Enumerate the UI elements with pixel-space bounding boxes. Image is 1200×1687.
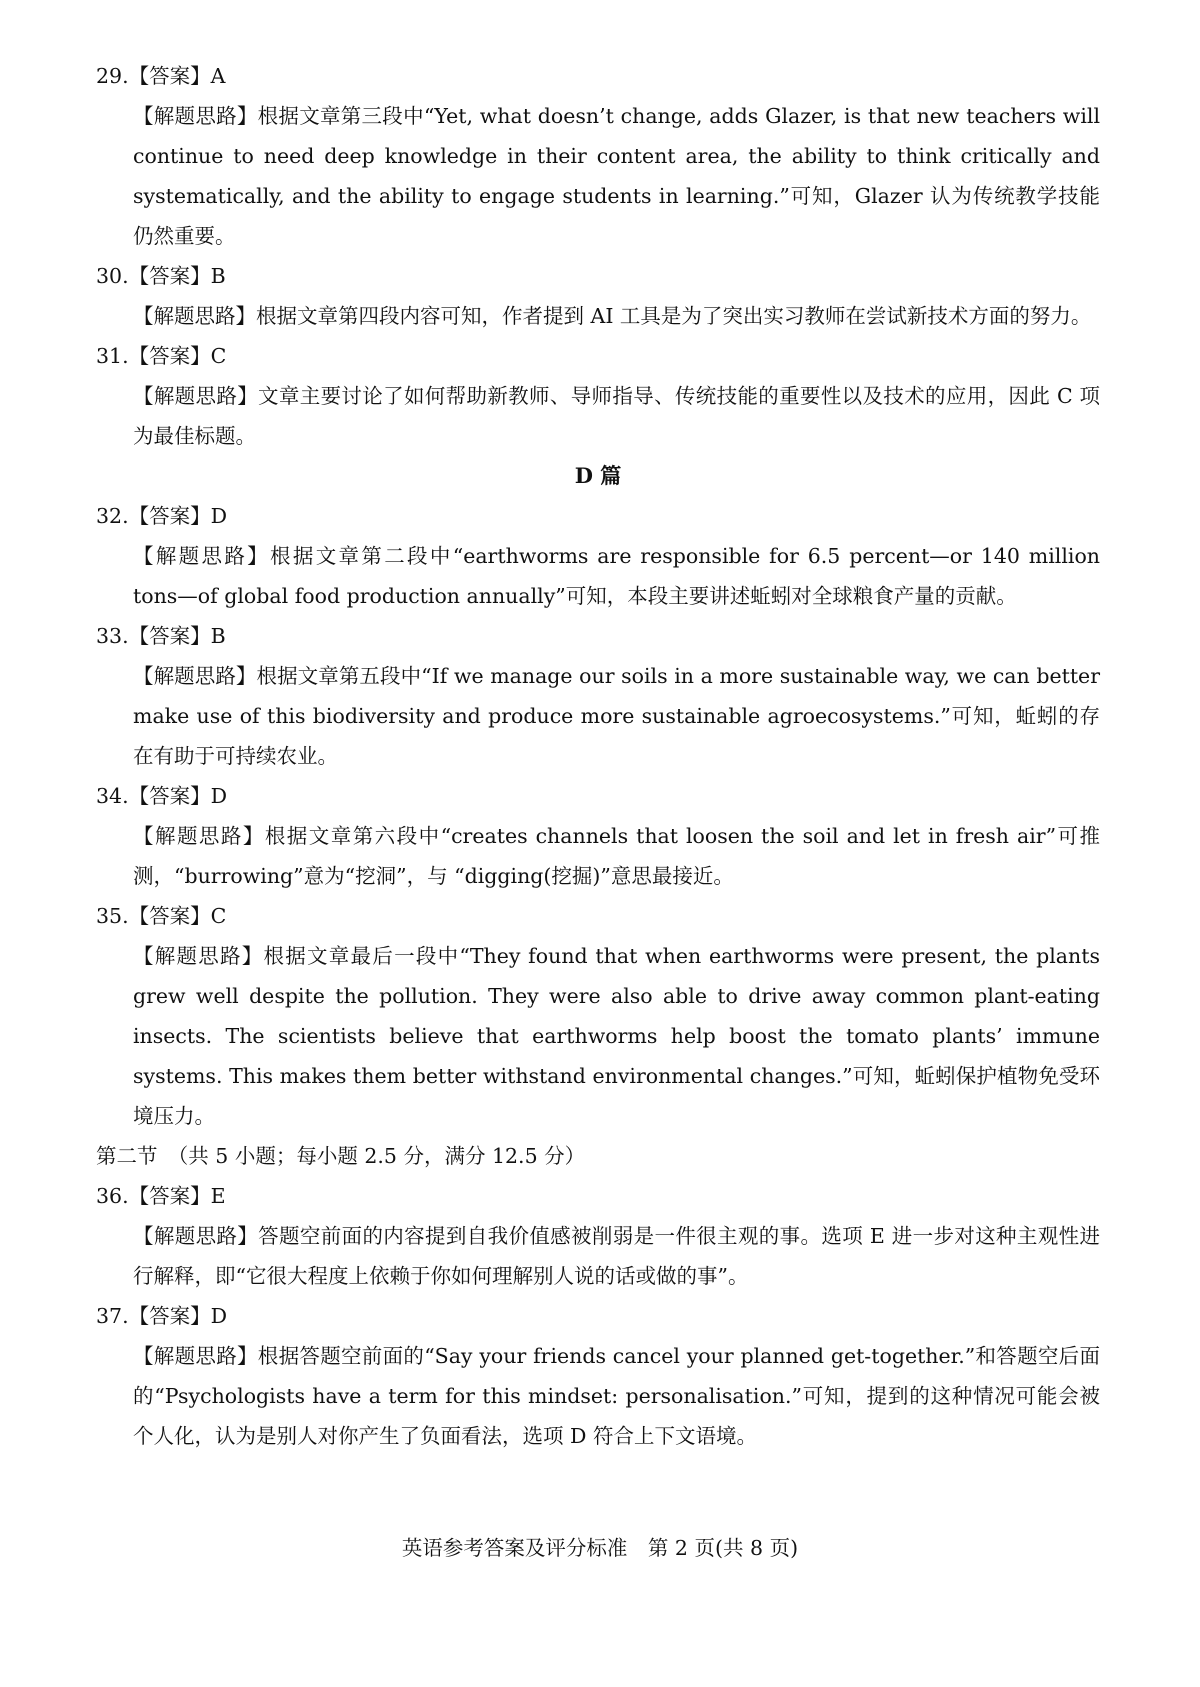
explanation-text: 【解题思路】根据文章第五段中“If we manage our soils in a more sustainable way, we can better make use of this biodiversity and produce more sustainable agroecosystems.”可知，蚯蚓的存在有助于可持续农业。 xyxy=(133,664,1100,768)
explanation-text: 【解题思路】根据文章第三段中“Yet, what doesn’t change, adds Glazer, is that new teachers will continue to need deep knowledge in their content area, the ability to think critically and systematically, and the ability to engage students in learning.”可知，Glazer 认为传统教学技能仍然重要。 xyxy=(133,104,1100,248)
answer-line: 32.【答案】D xyxy=(96,504,228,528)
item-37 xyxy=(96,1296,1100,1456)
item-36 xyxy=(96,1176,1100,1296)
answer-line: 30.【答案】B xyxy=(96,264,226,288)
item-32 xyxy=(96,496,1100,616)
explanation-text: 【解题思路】根据文章第四段内容可知，作者提到 AI 工具是为了突出实习教师在尝试新技术方面的努力。 xyxy=(133,304,1092,328)
answer-line: 36.【答案】E xyxy=(96,1184,226,1208)
explanation-text: 【解题思路】根据文章第六段中“creates channels that loosen the soil and let in fresh air”可推测，“burrowing”意为“挖洞”，与 “digging(挖掘)”意思最接近。 xyxy=(133,824,1100,888)
item-30 xyxy=(96,256,1100,336)
item-33 xyxy=(96,616,1100,776)
explanation-text: 【解题思路】根据答题空前面的“Say your friends cancel your planned get-together.”和答题空后面的“Psychologists have a term for this mindset: personalisation.”可知，提到的这种情况可能会被个人化，认为是别人对你产生了负面看法，选项 D 符合上下文语境。 xyxy=(133,1344,1100,1448)
section-d-title: D 篇 xyxy=(574,463,622,488)
item-35 xyxy=(96,896,1100,1136)
item-29 xyxy=(96,56,1100,256)
answer-line: 37.【答案】D xyxy=(96,1304,228,1328)
answer-line: 29.【答案】A xyxy=(96,64,226,88)
answer-line: 33.【答案】B xyxy=(96,624,226,648)
answer-line: 35.【答案】C xyxy=(96,904,227,928)
page-footer: 英语参考答案及评分标准 第 2 页(共 8 页) xyxy=(401,1536,799,1560)
item-31 xyxy=(96,336,1100,456)
explanation-text: 【解题思路】根据文章最后一段中“They found that when earthworms were present, the plants grew well despite the pollution. They were also able to drive away common plant-eating insects. The scientists believe that earthworms help boost the tomato plants’ immune systems. This makes them better withstand environmental changes.”可知，蚯蚓保护植物免受环境压力。 xyxy=(133,944,1100,1128)
answer-line: 34.【答案】D xyxy=(96,784,228,808)
explanation-text: 【解题思路】文章主要讨论了如何帮助新教师、导师指导、传统技能的重要性以及技术的应用，因此 C 项为最佳标题。 xyxy=(133,384,1100,448)
answer-line: 31.【答案】C xyxy=(96,344,227,368)
explanation-text: 【解题思路】答题空前面的内容提到自我价值感被削弱是一件很主观的事。选项 E 进一步对这种主观性进行解释，即“它很大程度上依赖于你如何理解别人说的话或做的事”。 xyxy=(133,1224,1100,1288)
item-34 xyxy=(96,776,1100,896)
explanation-text: 【解题思路】根据文章第二段中“earthworms are responsible for 6.5 percent—or 140 million tons—of global food production annually”可知，本段主要讲述蚯蚓对全球粮食产量的贡献。 xyxy=(133,544,1100,608)
part-two-heading: 第二节 （共 5 小题；每小题 2.5 分，满分 12.5 分） xyxy=(96,1144,586,1168)
